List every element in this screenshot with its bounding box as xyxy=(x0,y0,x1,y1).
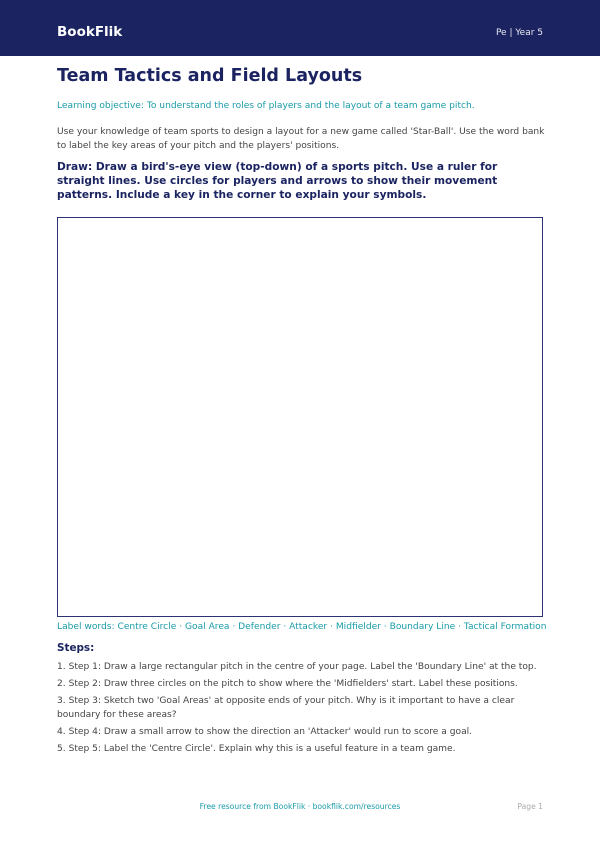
step-item: 1. Step 1: Draw a large rectangular pitch in the centre of your page. Label the 'Boundary Line' at the top. xyxy=(57,662,537,672)
footer-credit-link[interactable]: Free resource from BookFlik · bookflik.com/resources xyxy=(199,802,401,811)
steps-heading: Steps: xyxy=(57,642,95,654)
draw-instruction: Draw: Draw a bird's-eye view (top-down) of a sports pitch. Use a ruler for straight lines. Use circles for players and arrows to show their movement patterns. Include a key in the corner to explain your symbols. xyxy=(57,161,498,201)
step-item: 2. Step 2: Draw three circles on the pitch to show where the 'Midfielders' start. Label these positions. xyxy=(57,679,518,689)
step-item: 4. Step 4: Draw a small arrow to show the direction an 'Attacker' would run to score a goal. xyxy=(57,726,473,737)
intro-text: Use your knowledge of team sports to design a layout for a new game called 'Star-Ball'. Use the word bank to label the key areas of your pitch and the players' positions. xyxy=(57,127,545,151)
learning-objective: Learning objective: To understand the roles of players and the layout of a team game pitch. xyxy=(57,101,475,111)
page-number: Page 1 xyxy=(517,802,543,811)
word-bank: Label words: Centre Circle · Goal Area · Defender · Attacker · Midfielder · Boundary Line · Tactical Formation xyxy=(57,622,547,632)
step-item: 3. Step 3: Sketch two 'Goal Areas' at opposite ends of your pitch. Why is it important to have a clear boundary for these areas? xyxy=(57,696,515,720)
header-bar xyxy=(0,0,600,56)
subject-year-label: Pe | Year 5 xyxy=(495,28,543,38)
step-item: 5. Step 5: Label the 'Centre Circle'. Explain why this is a useful feature in a team game. xyxy=(57,743,456,754)
brand-logo-text[interactable]: BookFlik xyxy=(57,24,123,40)
steps-list xyxy=(57,661,547,760)
page-title: Team Tactics and Field Layouts xyxy=(57,66,363,86)
drawing-area[interactable] xyxy=(57,217,543,617)
